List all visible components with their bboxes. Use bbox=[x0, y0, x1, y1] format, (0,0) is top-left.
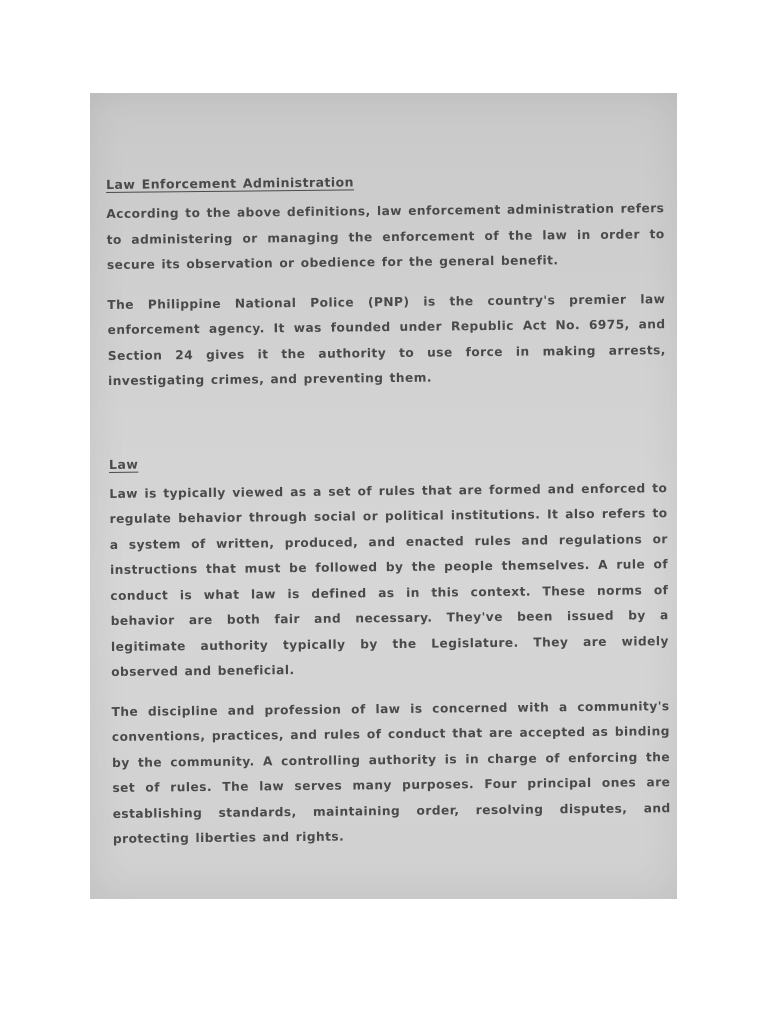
paragraph: The discipline and profession of law is concerned with a community's conventions, practices, and rules of conduct that are accepted as binding by the community. A controlling authority is in charge of enforcing the set of rules. The law serves many purposes. Four principal ones are establishing standards, maintaining order, resolving disputes, and protecting liberties and rights. bbox=[111, 698, 671, 846]
notebook-page bbox=[90, 93, 677, 899]
section-spacer bbox=[108, 403, 666, 457]
handwritten-notes bbox=[106, 171, 671, 866]
paragraph: Law is typically viewed as a set of rules that are formed and enforced to regulate behavior through social or political institutions. It also refers to a system of written, produced, and enacted rules and regulations or instructions that must be followed by the people themselves. A rule of conduct is what law is defined as in this context. These norms of behavior are both fair and necessary. They've been issued by a legitimate authority typically by the Legislature. They are widely observed and beneficial. bbox=[109, 480, 669, 679]
section-heading: Law bbox=[108, 456, 139, 472]
section-law bbox=[109, 451, 671, 853]
section-law-enforcement-administration bbox=[106, 171, 666, 394]
paragraph: The Philippine National Police (PNP) is the country's premier law enforcement agency. It was founded under Republic Act No. 6975, and Section 24 gives it the authority to use force in making arrests, investigating crimes, and preventing them. bbox=[107, 291, 666, 388]
paragraph: According to the above definitions, law enforcement administration refers to administering or managing the enforcement of the law in order to secure its observation or obedience for the general benefit. bbox=[106, 201, 665, 272]
section-heading: Law Enforcement Administration bbox=[106, 174, 355, 192]
